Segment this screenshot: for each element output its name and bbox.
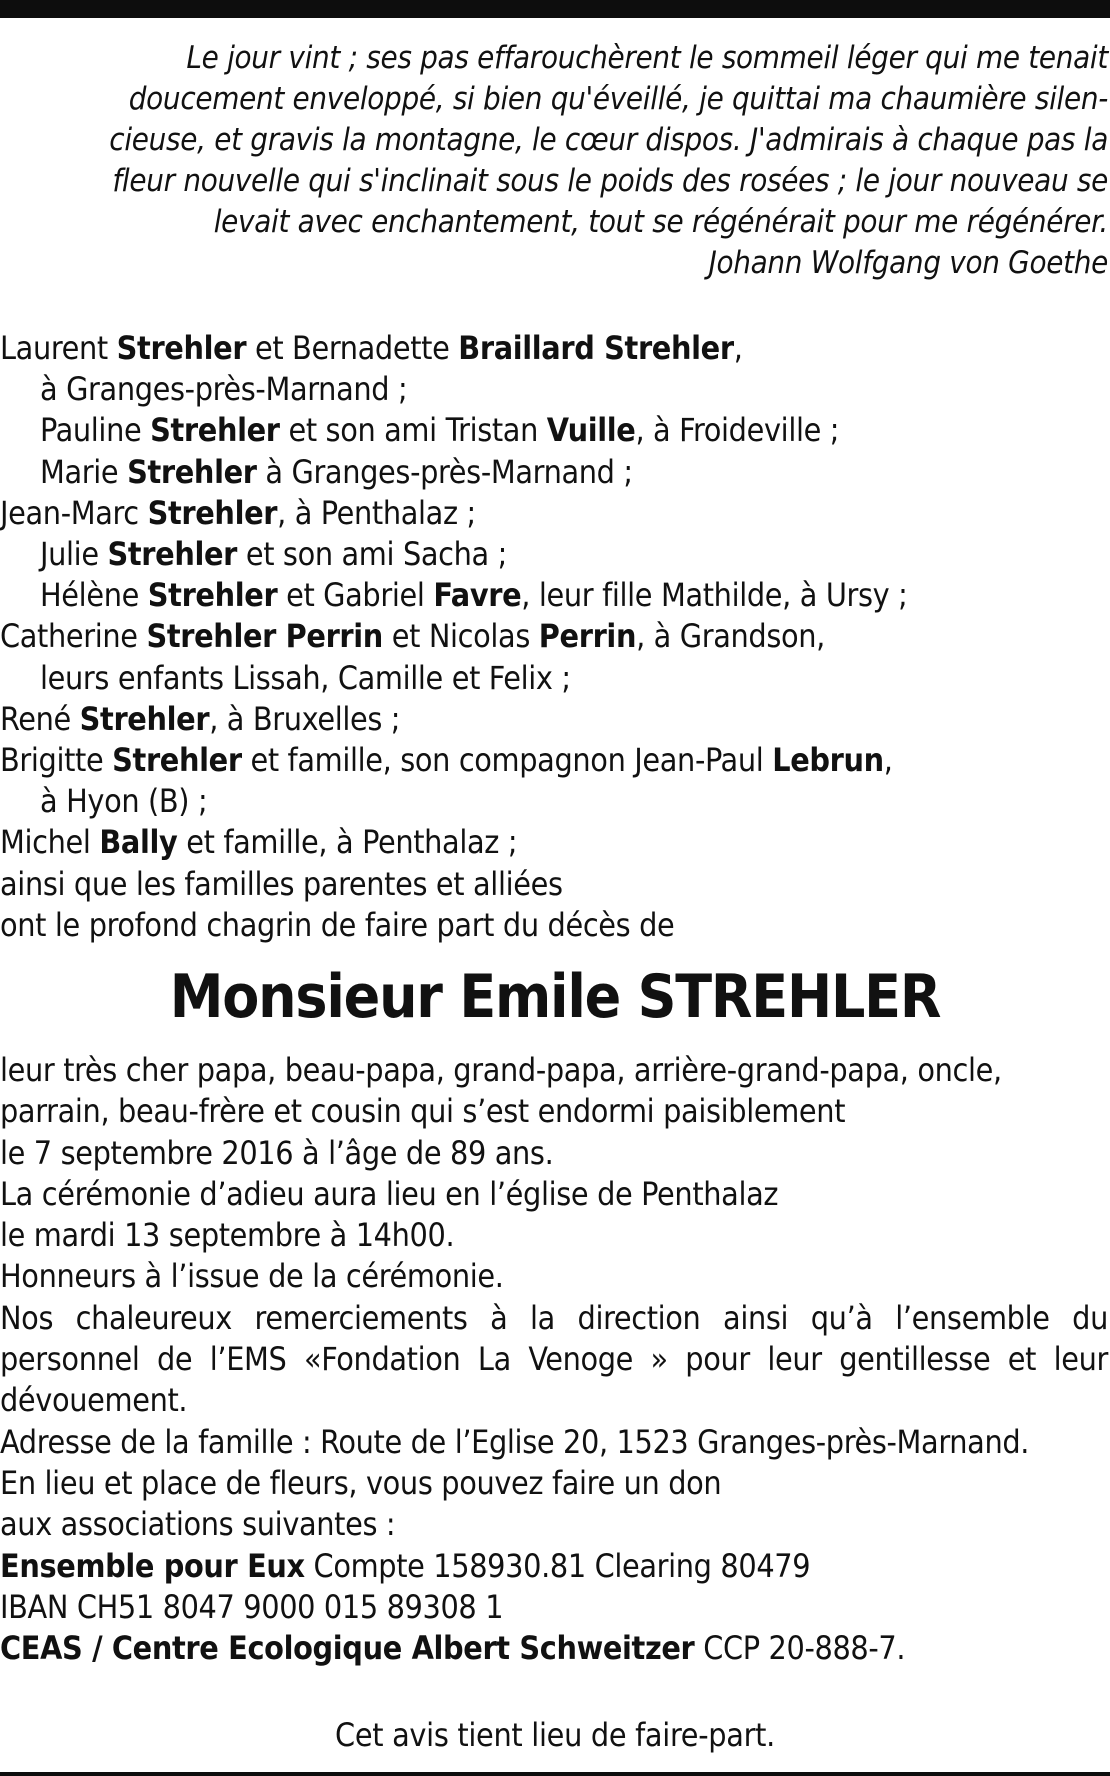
family-line: Hélène Strehler et Gabriel Favre, leur fille Mathilde, à Ursy ; — [40, 576, 908, 615]
family-line: Julie Strehler et son ami Sacha ; — [40, 535, 507, 574]
quote-line: fleur nouvelle qui s'inclinait sous le poids des rosées ; le jour nouveau se — [112, 163, 1108, 199]
family-surname: Strehler — [147, 576, 278, 615]
notice-body — [0, 1050, 1108, 1669]
family-surname: Perrin — [538, 617, 637, 656]
bottom-rule — [0, 1772, 1110, 1776]
thanks-line: Nos chaleureux remerciements à la direction ainsi qu’à l’ensemble du — [0, 1298, 1108, 1337]
family-line: Catherine Strehler Perrin et Nicolas Perrin, à Grandson, — [0, 617, 825, 656]
quote-line: levait avec enchantement, tout se régénérait pour me régénérer. — [213, 204, 1108, 240]
family-line: leurs enfants Lissah, Camille et Felix ; — [40, 658, 571, 697]
family-surname: Bally — [99, 823, 178, 862]
family-surname: Strehler — [116, 329, 247, 367]
family-line: Michel Bally et famille, à Penthalaz ; — [0, 823, 518, 862]
body-line: En lieu et place de fleurs, vous pouvez faire un don — [0, 1463, 722, 1502]
family-line: à Granges-près-Marnand ; — [40, 370, 408, 409]
family-line: ont le profond chagrin de faire part du décès de — [0, 905, 675, 944]
family-line: Pauline Strehler et son ami Tristan Vuille, à Froideville ; — [40, 411, 840, 450]
ceremony-location: La cérémonie d’adieu aura lieu en l’église de Penthalaz — [0, 1174, 779, 1213]
family-line: à Hyon (B) ; — [40, 782, 208, 821]
family-surname: Strehler — [127, 452, 257, 491]
family-surname: Strehler — [147, 493, 278, 532]
family-line: Marie Strehler à Granges-près-Marnand ; — [40, 452, 633, 491]
family-surname: Strehler — [107, 535, 238, 574]
association-iban: IBAN CH51 8047 9000 015 89308 1 — [0, 1587, 504, 1626]
family-list — [0, 328, 1108, 946]
thanks-line: dévouement. — [0, 1381, 188, 1420]
body-line: Honneurs à l’issue de la cérémonie. — [0, 1257, 504, 1296]
quote-line: cieuse, et gravis la montagne, le cœur dispos. J'admirais à chaque pas la — [109, 122, 1108, 158]
association-name: Ensemble pour Eux — [0, 1546, 305, 1585]
epigraph-quote — [12, 38, 1108, 284]
quote-line: doucement enveloppé, si bien qu'éveillé, je quittai ma chaumière silen- — [128, 81, 1108, 117]
association-2 — [0, 1628, 1108, 1669]
family-surname: Strehler — [112, 741, 242, 780]
family-surname: Strehler — [150, 411, 280, 450]
body-line: aux associations suivantes : — [0, 1505, 396, 1544]
family-line: Brigitte Strehler et famille, son compagnon Jean-Paul Lebrun, — [0, 741, 893, 780]
family-line: René Strehler, à Bruxelles ; — [0, 699, 401, 738]
body-line: parrain, beau-frère et cousin qui s’est endormi paisiblement — [0, 1092, 846, 1131]
family-surname: Braillard Strehler — [458, 329, 734, 367]
family-line: Jean-Marc Strehler, à Penthalaz ; — [0, 493, 476, 532]
association-name: CEAS / Centre Ecologique Albert Schweitzer — [0, 1629, 695, 1668]
family-surname: Strehler Perrin — [146, 617, 383, 656]
family-surname: Strehler — [79, 699, 210, 738]
thanks-line: personnel de l’EMS «Fondation La Venoge » pour leur gentillesse et leur — [0, 1340, 1108, 1379]
top-rule — [0, 0, 1110, 18]
family-line: ainsi que les familles parentes et alliées — [0, 864, 563, 903]
family-address: Adresse de la famille : Route de l’Eglise 20, 1523 Granges-près-Marnand. — [0, 1422, 1030, 1461]
family-surname: Vuille — [546, 411, 636, 450]
quote-author: Johann Wolfgang von Goethe — [708, 245, 1108, 281]
association-1 — [0, 1546, 1108, 1587]
body-line: leur très cher papa, beau-papa, grand-papa, arrière-grand-papa, oncle, — [0, 1051, 1002, 1089]
association-account: CCP 20-888-7. — [694, 1629, 906, 1668]
family-surname: Lebrun — [772, 741, 884, 780]
deceased-name: Monsieur Emile STREHLER — [169, 962, 941, 1032]
quote-line: Le jour vint ; ses pas effarouchèrent le sommeil léger qui me tenait — [186, 40, 1108, 76]
association-account: Compte 158930.81 Clearing 80479 — [304, 1546, 811, 1585]
ceremony-date: le mardi 13 septembre à 14h00. — [0, 1216, 455, 1255]
family-line: Laurent Strehler et Bernadette Braillard Strehler, — [0, 329, 743, 367]
family-surname: Favre — [433, 576, 522, 615]
closing-note: Cet avis tient lieu de faire-part. — [335, 1716, 775, 1754]
body-line: le 7 septembre 2016 à l’âge de 89 ans. — [0, 1133, 554, 1172]
